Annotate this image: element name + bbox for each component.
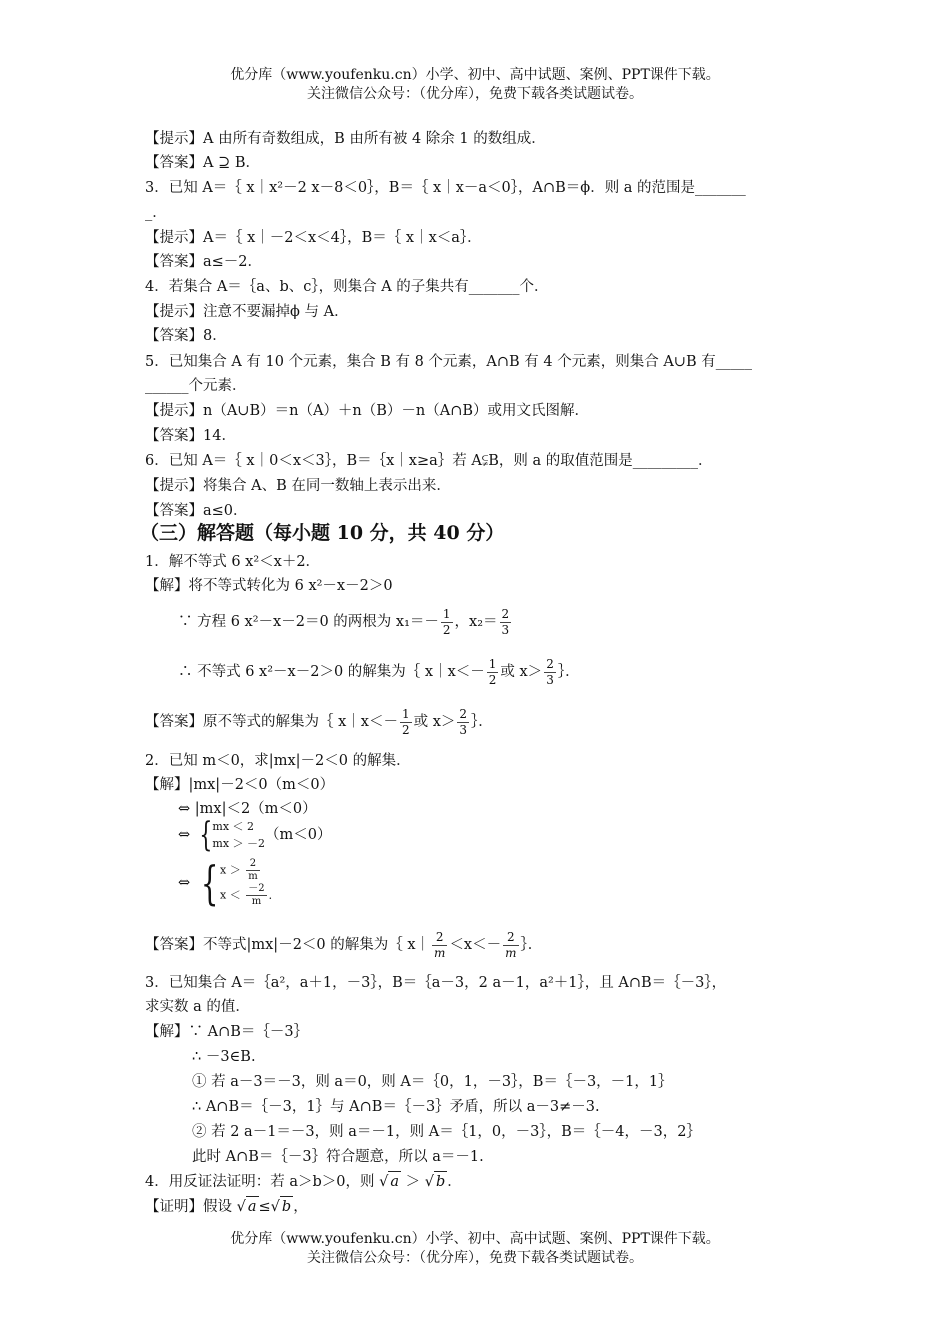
fraction-numerator: 2 <box>459 706 468 721</box>
q1-answer-mid: 或 x＞ <box>413 714 456 730</box>
system-of-inequalities <box>212 818 265 852</box>
q2-step-3 <box>178 815 332 855</box>
p5-hint: 【提示】n（A∪B）＝n（A）＋n（B）－n（A∩B）或用文氏图解． <box>145 403 590 419</box>
q1-answer-post: ｝． <box>471 714 493 730</box>
q1-set-text: ∴ 不等式 6 x²－x－2＞0 的解集为｛ x｜x＜－ <box>178 664 485 680</box>
q4-proof-end: ， <box>293 1199 308 1215</box>
greater-than: ＞ <box>405 1174 421 1190</box>
fraction-numerator: 1 <box>488 656 497 671</box>
p6-question: 6．已知 A＝｛ x｜0＜x＜3｝，B＝｛x｜x≥a｝若 A⫋B，则 a 的取值范围是_________． <box>145 453 713 469</box>
q3-step-4: ∴ A∩B＝｛－3，1｝与 A∩B＝｛－3｝矛盾，所以 a－3≠－3. <box>192 1099 600 1115</box>
page-footer <box>0 1230 950 1268</box>
system-row-label: x ＜ <box>220 888 241 902</box>
q1-solution: 【解】将不等式转化为 6 x²－x－2＞0 <box>145 578 393 594</box>
fraction-numerator: 1 <box>401 706 410 721</box>
q3-question-line1: 3．已知集合 A＝｛a²，a＋1，－3｝，B＝｛a－3，2 a－1，a²＋1｝，且 A∩B＝｛－3｝， <box>145 975 727 991</box>
sqrt-b: b <box>280 1196 293 1217</box>
fraction-denominator: 2 <box>401 722 410 737</box>
q4-proof <box>145 1196 308 1217</box>
fraction-numerator: 1 <box>442 606 451 621</box>
q1-roots-text: ∵ 方程 6 x²－x－2＝0 的两根为 x₁＝－ <box>178 614 439 630</box>
equivalence-symbol: ⇔ <box>178 827 191 843</box>
fraction-one-half <box>441 607 453 638</box>
sqrt-a: a <box>246 1196 259 1217</box>
q4-question-end: ． <box>447 1174 462 1190</box>
q2-answer-line <box>145 925 542 965</box>
q2-answer-mid: ＜x＜－ <box>449 937 502 953</box>
fraction-numerator: －2 <box>248 883 265 894</box>
q4-proof-text: 【证明】假设 <box>145 1199 232 1215</box>
p2-hint: 【提示】A 由所有奇数组成，B 由所有被 4 除余 1 的数组成． <box>145 131 546 147</box>
q1-set-mid: 或 x＞ <box>500 664 543 680</box>
section-title: （三）解答题（每小题 10 分，共 40 分） <box>140 522 505 544</box>
fraction-one-half <box>400 707 412 738</box>
sqrt-icon: √ <box>236 1199 246 1215</box>
p3-answer: 【答案】a≤－2． <box>145 254 263 270</box>
p5-question-line2: ______个元素． <box>145 378 247 394</box>
sqrt-a: a <box>388 1171 401 1192</box>
p6-hint: 【提示】将集合 A、B 在同一数轴上表示出来． <box>145 478 451 494</box>
less-equal: ≤ <box>258 1199 271 1215</box>
footer-line-2: 关注微信公众号：（优分库），免费下载各类试题试卷。 <box>307 1250 643 1266</box>
p4-hint: 【提示】注意不要漏掉ϕ 与 A． <box>145 304 349 320</box>
fraction-neg2-over-m <box>246 883 266 908</box>
q2-answer-text: 【答案】不等式|mx|－2＜0 的解集为｛ x｜ <box>145 937 431 953</box>
q4-question <box>145 1171 462 1192</box>
p5-answer: 【答案】14． <box>145 428 236 444</box>
q1-set-post: ｝． <box>557 664 580 680</box>
sqrt-b: b <box>434 1171 447 1192</box>
p3-hint: 【提示】A＝｛ x｜－2＜x＜4｝，B＝｛ x｜x＜a｝． <box>145 230 482 246</box>
fraction-numerator: 2 <box>432 930 447 946</box>
system-end: ． <box>268 888 280 902</box>
q3-question-line2: 求实数 a 的值． <box>145 999 250 1015</box>
fraction-numerator: 2 <box>546 656 554 671</box>
q2-step-4 <box>178 858 280 908</box>
fraction-denominator: m <box>248 871 258 882</box>
fraction-denominator: 3 <box>501 622 510 637</box>
fraction-numerator: 2 <box>503 930 518 946</box>
left-brace-icon: { <box>199 815 213 855</box>
system-row: mx ＜ 2 <box>212 820 255 833</box>
fraction-two-thirds <box>500 607 512 638</box>
p4-question: 4．若集合 A＝｛a、b、c｝，则集合 A 的子集共有_______个． <box>145 279 549 295</box>
q2-question: 2．已知 m＜0，求|mx|－2＜0 的解集． <box>145 753 411 769</box>
q4-question-text: 4．用反证法证明：若 a＞b＞0，则 <box>145 1174 375 1190</box>
p5-question-line1: 5．已知集合 A 有 10 个元素，集合 B 有 8 个元素，A∩B 有 4 个元素，则集合 A∪B 有_____ <box>145 354 752 370</box>
q2-step-2: ⇔ |mx|＜2（m＜0） <box>178 801 317 817</box>
fraction-denominator: 3 <box>546 672 554 687</box>
q3-step-6: 此时 A∩B＝｛－3｝符合题意，所以 a＝－1. <box>192 1149 484 1165</box>
q3-step-5: ② 若 2 a－1＝－3，则 a＝－1，则 A＝｛1，0，－3｝，B＝｛－4，－3，2｝ <box>192 1124 701 1140</box>
fraction-2-over-m <box>503 930 518 961</box>
q2-answer-post: ｝． <box>520 937 543 953</box>
left-brace-icon: { <box>200 856 219 910</box>
fraction-numerator: 2 <box>501 606 510 621</box>
sqrt-icon: √ <box>424 1174 434 1190</box>
sqrt-icon: √ <box>379 1174 389 1190</box>
fraction-denominator: 2 <box>442 622 451 637</box>
q2-step-1: 【解】|mx|－2＜0（m＜0） <box>145 777 335 793</box>
fraction-denominator: 3 <box>459 722 468 737</box>
system-row: mx ＞ －2 <box>212 837 266 850</box>
fraction-2-over-m <box>246 858 259 883</box>
footer-line-1: 优分库（www.youfenku.cn）小学、初中、高中试题、案例、PPT课件下载。 <box>230 1231 720 1247</box>
fraction-denominator: m <box>505 945 517 960</box>
q3-step-2: ∴ －3∈B. <box>192 1049 256 1065</box>
p3-question-line2: _． <box>145 205 167 221</box>
page-header <box>0 66 950 104</box>
header-line-2: 关注微信公众号：（优分库），免费下载各类试题试卷。 <box>307 86 643 102</box>
q1-set-line <box>178 652 580 692</box>
system-of-inequalities <box>220 858 280 908</box>
q1-question: 1．解不等式 6 x²＜x＋2． <box>145 554 321 570</box>
p3-question-line1: 3．已知 A＝｛ x｜x²－2 x－8＜0｝，B＝｛ x｜x－a＜0｝，A∩B＝ϕ．则 a 的范围是_______ <box>145 180 746 196</box>
system-row-label: x ＞ <box>220 863 241 877</box>
q3-step-3: ① 若 a－3＝－3，则 a＝0，则 A＝｛0，1，－3｝，B＝｛－3，－1，1｝ <box>192 1074 673 1090</box>
p6-answer: 【答案】a≤0． <box>145 503 248 519</box>
q3-step-1: 【解】∵ A∩B＝｛－3｝ <box>145 1024 309 1040</box>
system-row <box>220 883 280 908</box>
header-line-1: 优分库（www.youfenku.cn）小学、初中、高中试题、案例、PPT课件下载。 <box>230 67 720 83</box>
fraction-denominator: 2 <box>488 672 497 687</box>
q2-step-3-condition: （m＜0） <box>265 827 332 843</box>
equivalence-symbol: ⇔ <box>178 875 191 891</box>
p4-answer: 【答案】8． <box>145 328 227 344</box>
fraction-two-thirds <box>544 657 556 688</box>
fraction-2-over-m <box>432 930 447 961</box>
system-row <box>220 858 280 883</box>
p2-answer: 【答案】A ⊇ B． <box>145 155 260 171</box>
q1-roots-mid: ，x₂＝ <box>454 614 498 630</box>
fraction-two-thirds <box>457 707 469 738</box>
fraction-denominator: m <box>434 945 446 960</box>
sqrt-icon: √ <box>270 1199 280 1215</box>
fraction-one-half <box>487 657 499 688</box>
fraction-denominator: m <box>251 896 262 907</box>
q1-answer-text: 【答案】原不等式的解集为｛ x｜x＜－ <box>145 714 398 730</box>
q1-answer-line <box>145 702 493 742</box>
q1-roots-line <box>178 602 513 642</box>
fraction-numerator: 2 <box>246 858 259 871</box>
